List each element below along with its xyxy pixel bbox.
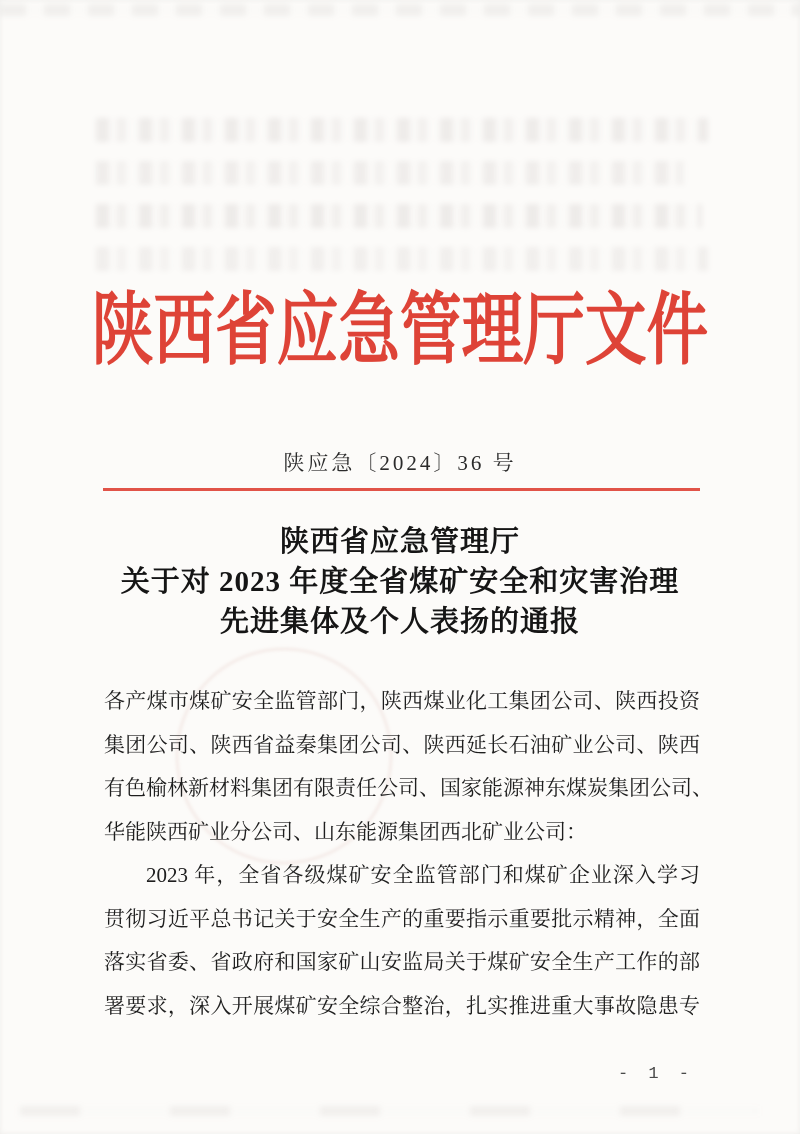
title-line-2: 关于对 2023 年度全省煤矿安全和灾害治理 (120, 566, 680, 598)
body-line: 2023 年，全省各级煤矿安全监管部门和煤矿企业深入学习 (146, 863, 700, 887)
bleed-through-text (96, 118, 708, 290)
title-line-1: 陕西省应急管理厅 (279, 526, 520, 558)
bleed-through-line (96, 118, 708, 142)
title-line-3: 先进集体及个人表扬的通报 (219, 606, 580, 638)
body-line: 集团公司、陕西省益秦集团公司、陕西延长石油矿业公司、陕西 (104, 732, 700, 757)
bleed-through-line (96, 247, 708, 271)
agency-letterhead: 陕西省应急管理厅文件 (91, 288, 709, 375)
scan-artifact-bottom (20, 1106, 760, 1116)
body-line: 落实省委、省政府和国家矿山安监局关于煤矿安全生产工作的部 (104, 950, 700, 974)
body-line: 有色榆林新材料集团有限责任公司、国家能源神东煤炭集团公司、 (104, 776, 713, 800)
document-body (104, 680, 713, 1028)
red-divider-line (103, 488, 700, 491)
document-number: 陕应急〔2024〕36 号 (283, 451, 517, 475)
page-number: - 1 - (617, 1065, 694, 1084)
bleed-through-line (96, 204, 702, 228)
document-title (0, 522, 800, 642)
body-line: 贯彻习近平总书记关于安全生产的重要指示重要批示精神，全面 (104, 906, 700, 931)
body-line: 署要求，深入开展煤矿安全综合整治，扎实推进重大事故隐患专 (104, 993, 700, 1018)
bleed-through-line (96, 161, 684, 185)
scan-artifact-top (0, 4, 800, 16)
body-line: 各产煤市煤矿安全监管部门，陕西煤业化工集团公司、陕西投资 (104, 689, 700, 713)
body-line: 华能陕西矿业分公司、山东能源集团西北矿业公司： (104, 819, 587, 844)
